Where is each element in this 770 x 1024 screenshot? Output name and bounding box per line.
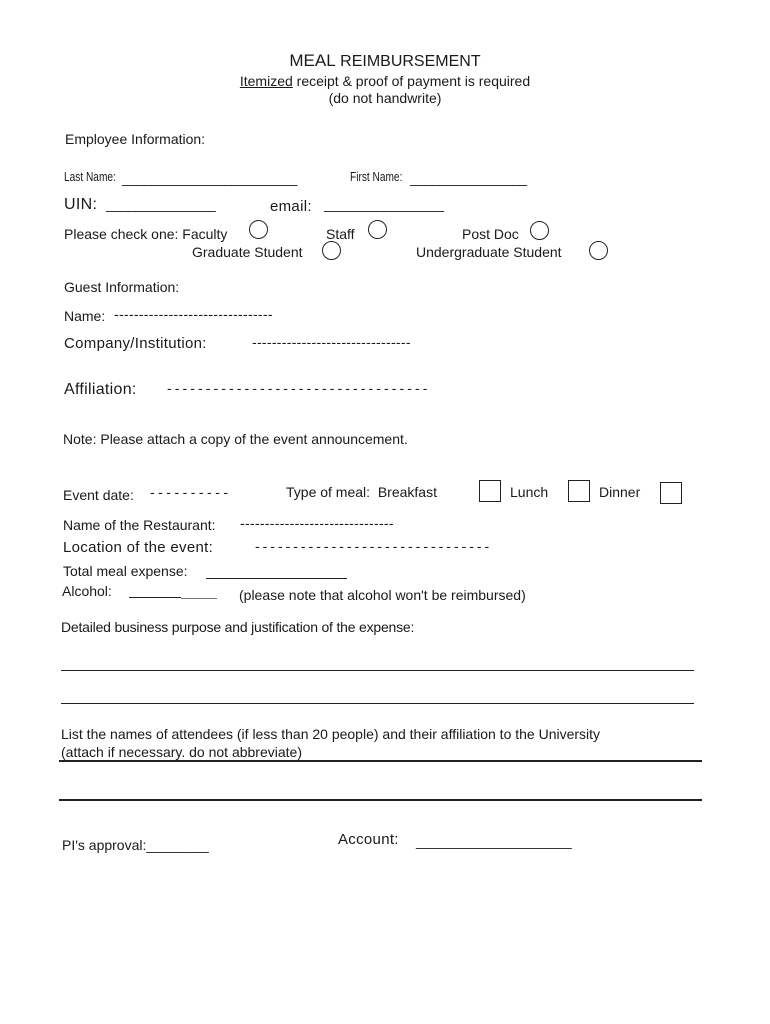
lunch-label: Lunch [510,484,549,500]
title-word-reimbursement: REIMBURSEMENT [340,53,481,70]
postdoc-label: Post Doc [462,226,519,242]
breakfast-checkbox[interactable] [479,480,501,502]
first-name-label: First Name: [350,169,403,184]
email-label: email: [270,198,312,215]
last-name-field[interactable]: ________________________ [122,170,297,186]
staff-label: Staff [326,226,355,242]
check-one-label: Please check one: [64,226,179,242]
alcohol-label: Alcohol: [62,583,112,599]
purpose-label: Detailed business purpose and justification of the expense: [61,619,415,635]
purpose-line-1[interactable] [61,670,694,671]
location-field[interactable]: - - - - - - - - - - - - - - - - - - - - - - - - - - - - - - - [255,538,489,554]
undergrad-student-radio[interactable] [589,241,608,260]
receipt-rest: receipt & proof of payment is required [292,73,531,89]
attendees-line-2[interactable] [59,799,702,801]
pi-approval-field[interactable]: ________ [146,837,209,853]
dinner-label: Dinner [599,484,641,500]
location-label: Location of the event: [63,539,214,556]
company-label: Company/Institution: [64,335,207,352]
email-field[interactable]: ________________ [324,196,444,212]
uin-label: UIN: [64,196,98,213]
total-expense-field[interactable] [206,578,347,579]
last-name-label: Last Name: [64,169,116,184]
total-expense-label: Total meal expense: [63,563,188,579]
guest-name-field[interactable]: -------------------------------- [114,306,273,322]
announcement-note: Note: Please attach a copy of the event announcement. [63,431,408,447]
employee-heading: Employee Information: [65,131,206,147]
account-field[interactable]: ____________________ [416,833,572,849]
restaurant-label: Name of the Restaurant: [63,517,216,533]
receipt-requirement [0,73,770,89]
meal-type-text: Type of meal: [286,484,371,500]
attendees-instruction-2: (attach if necessary. do not abbreviate) [61,744,302,760]
account-label: Account: [338,831,399,848]
pi-approval-label: PI's approval: [62,837,147,853]
grad-student-label: Graduate Student [192,244,303,260]
faculty-radio[interactable] [249,220,268,239]
company-field[interactable]: -------------------------------- [252,334,411,350]
restaurant-field[interactable]: ------------------------------- [240,515,394,531]
event-date-field[interactable]: - - - - - - - - - - [150,484,228,500]
affiliation-label: Affiliation: [64,381,137,398]
guest-heading: Guest Information: [64,279,180,295]
undergrad-student-label: Undergraduate Student [416,244,562,260]
postdoc-radio[interactable] [530,221,549,240]
title-word-meal: MEAL [289,51,336,70]
dinner-checkbox[interactable] [660,482,682,504]
first-name-field[interactable]: ________________ [410,170,527,186]
event-date-label: Event date: [63,487,134,503]
alcohol-note: (please note that alcohol won't be reimbursed) [239,587,526,603]
attendees-instruction-1: List the names of attendees (if less than 20 people) and their affiliation to the University [61,726,601,742]
guest-name-label: Name: [64,308,106,324]
lunch-checkbox[interactable] [568,480,590,502]
affiliation-field[interactable]: - - - - - - - - - - - - - - - - - - - - - - - - - - - - - - - - - - [167,380,428,396]
uin-field[interactable]: _______________ [106,196,216,212]
alcohol-field-tail [181,598,217,599]
check-one-prompt [64,226,227,242]
handwrite-note: (do not handwrite) [328,90,442,106]
staff-radio[interactable] [368,220,387,239]
faculty-label: Faculty [182,226,228,242]
purpose-line-2[interactable] [61,703,694,704]
alcohol-field[interactable] [129,597,181,598]
meal-type-label [286,484,437,500]
attendees-line-1[interactable] [59,760,702,762]
grad-student-radio[interactable] [322,241,341,260]
receipt-underlined: Itemized [239,73,293,89]
breakfast-label: Breakfast [377,484,437,500]
form-title [0,51,770,71]
pi-approval [62,837,209,853]
